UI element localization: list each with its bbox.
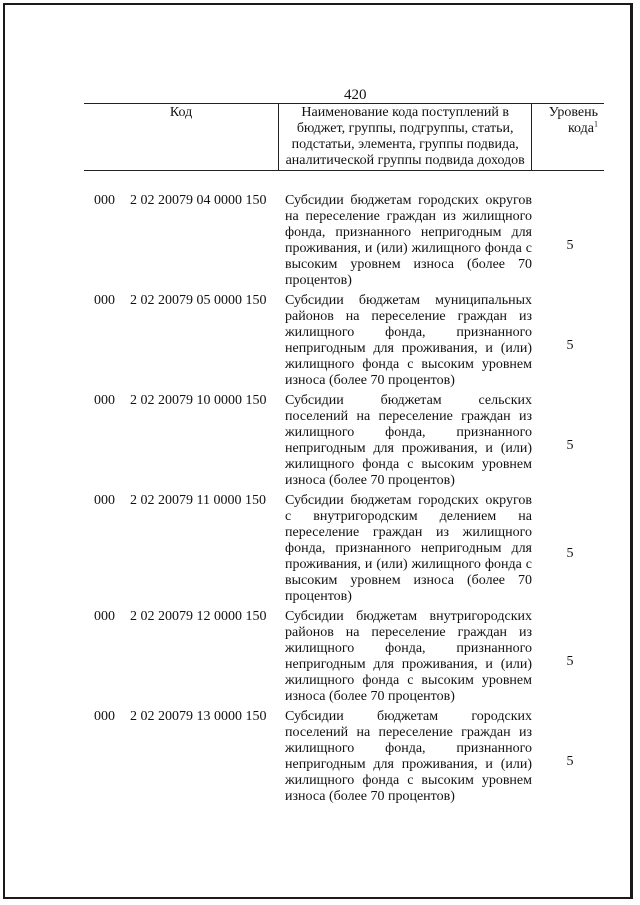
revenue-name: [285, 393, 532, 489]
revenue-name-line: поселений на переселение граждан из: [285, 725, 532, 740]
revenue-name-line: Субсидии бюджетам городских округов: [285, 493, 532, 508]
revenue-name-line: износа (более 70 процентов): [285, 473, 455, 488]
header-level: Уровень кода$^1$: [532, 104, 604, 171]
revenue-name-line: износа (более 70 процентов): [285, 373, 455, 388]
revenue-name-line: фонда, признанного непригодным для: [285, 541, 532, 556]
revenue-name-line: на переселение граждан из жилищного: [285, 209, 532, 224]
revenue-name-line: жилищного фонда с высоким уровнем: [285, 357, 532, 372]
revenue-name-line: Субсидии бюджетам муниципальных: [285, 293, 532, 308]
admin-code: 000: [94, 393, 115, 408]
revenue-name-line: высоким уровнем износа (более 70: [285, 257, 532, 272]
admin-code: 000: [94, 293, 115, 308]
revenue-name-line: проживания, и (или) жилищного фонда с: [285, 241, 532, 256]
revenue-name: [285, 709, 532, 805]
revenue-name-line: поселений на переселение граждан из: [285, 409, 532, 424]
revenue-name-line: Субсидии бюджетам внутригородских: [285, 609, 532, 624]
revenue-name-line: Субсидии бюджетам городских округов: [285, 193, 532, 208]
revenue-code: 2 02 20079 04 0000 150: [130, 193, 267, 208]
code-level: 5: [566, 654, 574, 669]
page-number: 420: [344, 87, 367, 103]
revenue-code: 2 02 20079 13 0000 150: [130, 709, 267, 724]
revenue-name-line: высоким уровнем износа (более 70: [285, 573, 532, 588]
revenue-name-line: Субсидии бюджетам сельских: [285, 393, 532, 408]
revenue-name-line: жилищного фонда с высоким уровнем: [285, 773, 532, 788]
revenue-code: 2 02 20079 10 0000 150: [130, 393, 267, 408]
admin-code: 000: [94, 609, 115, 624]
revenue-name-line: непригодным для проживания, и (или): [285, 657, 532, 672]
table-header: [84, 103, 604, 171]
revenue-name-line: жилищного фонда, признанного: [285, 425, 532, 440]
revenue-name-line: Субсидии бюджетам городских: [285, 709, 532, 724]
revenue-name-line: с внутригородским делением на: [285, 509, 532, 524]
code-level: 5: [566, 546, 574, 561]
revenue-name-line: переселение граждан из жилищного: [285, 525, 532, 540]
revenue-code: 2 02 20079 12 0000 150: [130, 609, 267, 624]
code-level: 5: [566, 238, 574, 253]
footnote-mark: 1: [594, 119, 598, 129]
revenue-name: [285, 493, 532, 605]
revenue-name-line: износа (более 70 процентов): [285, 789, 455, 804]
code-level: 5: [566, 438, 574, 453]
revenue-code: 2 02 20079 05 0000 150: [130, 293, 267, 308]
revenue-name-line: процентов): [285, 273, 352, 288]
revenue-name-line: районов на переселение граждан из: [285, 625, 532, 640]
revenue-name-line: процентов): [285, 589, 352, 604]
revenue-name: [285, 609, 532, 705]
revenue-name: [285, 193, 532, 289]
code-level: 5: [566, 754, 574, 769]
revenue-name-line: проживания, и (или) жилищного фонда с: [285, 557, 532, 572]
revenue-name-line: износа (более 70 процентов): [285, 689, 455, 704]
revenue-name-line: жилищного фонда, признанного: [285, 641, 532, 656]
revenue-name-line: жилищного фонда с высоким уровнем: [285, 673, 532, 688]
admin-code: 000: [94, 493, 115, 508]
revenue-name-line: районов на переселение граждан из: [285, 309, 532, 324]
revenue-name-line: жилищного фонда с высоким уровнем: [285, 457, 532, 472]
revenue-name-line: непригодным для проживания, и (или): [285, 441, 532, 456]
admin-code: 000: [94, 709, 115, 724]
code-level: 5: [566, 338, 574, 353]
header-code: Код: [84, 104, 279, 171]
revenue-name-line: непригодным для проживания, и (или): [285, 341, 532, 356]
revenue-name-line: жилищного фонда, признанного: [285, 741, 532, 756]
revenue-code: 2 02 20079 11 0000 150: [130, 493, 266, 508]
admin-code: 000: [94, 193, 115, 208]
revenue-name-line: непригодным для проживания, и (или): [285, 757, 532, 772]
revenue-name: [285, 293, 532, 389]
revenue-name-line: жилищного фонда, признанного: [285, 325, 532, 340]
revenue-name-line: фонда, признанного непригодным для: [285, 225, 532, 240]
header-name: Наименование кода поступлений в бюджет, группы, подгруппы, статьи, подстатьи, элемента, группы подвида, аналитической группы подвида доходов: [279, 104, 532, 171]
